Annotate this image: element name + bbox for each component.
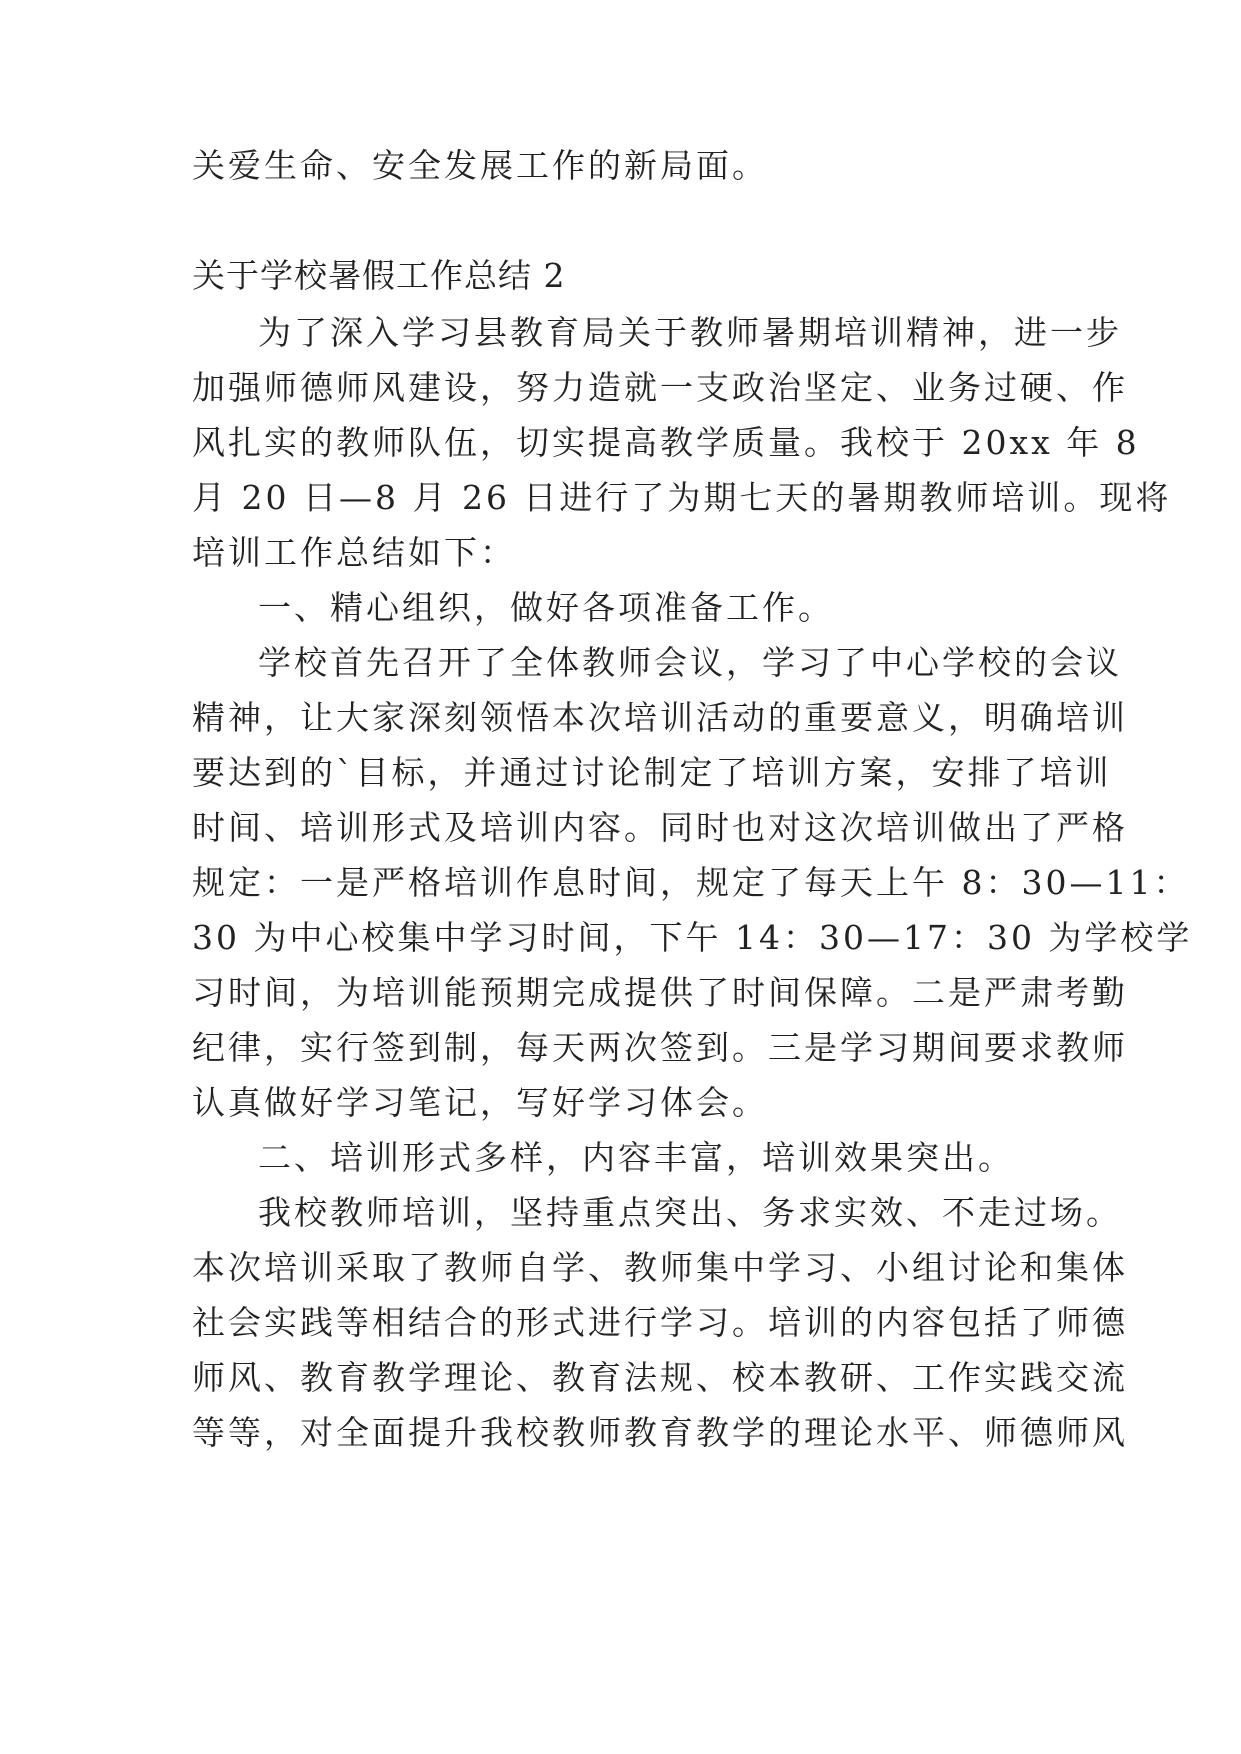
text-line: 我校教师培训，坚持重点突出、务求实效、不走过场。 (258, 1193, 1122, 1232)
text-line: 等等，对全面提升我校教师教育教学的理论水平、师德师风 (192, 1413, 1128, 1452)
text-line: 培训工作总结如下： (192, 533, 516, 572)
text-line: 风扎实的教师队伍，切实提高教学质量。我校于 20xx 年 8 (192, 423, 1140, 462)
text-line: 习时间，为培训能预期完成提供了时间保障。二是严肃考勤 (192, 973, 1128, 1012)
text-line: 加强师德师风建设，努力造就一支政治坚定、业务过硬、作 (192, 368, 1128, 407)
text-line: 要达到的`目标，并通过讨论制定了培训方案，安排了培训 (192, 753, 1112, 792)
text-line: 规定：一是严格培训作息时间，规定了每天上午 8：30—11： (192, 863, 1190, 902)
subheading-1: 一、精心组织，做好各项准备工作。 (258, 588, 834, 627)
text-line: 精神，让大家深刻领悟本次培训活动的重要意义，明确培训 (192, 698, 1128, 737)
subheading-2: 二、培训形式多样，内容丰富，培训效果突出。 (258, 1138, 1014, 1177)
text-line: 师风、教育教学理论、教育法规、校本教研、工作实践交流 (192, 1358, 1128, 1397)
text-line: 时间、培训形式及培训内容。同时也对这次培训做出了严格 (192, 808, 1128, 847)
text-line: 学校首先召开了全体教师会议，学习了中心学校的会议 (258, 643, 1122, 682)
text-line: 月 20 日—8 月 26 日进行了为期七天的暑期教师培训。现将 (192, 478, 1172, 517)
section-heading: 关于学校暑假工作总结 2 (192, 256, 566, 295)
text-line: 30 为中心校集中学习时间，下午 14：30—17：30 为学校学 (192, 918, 1193, 957)
text-line: 认真做好学习笔记，写好学习体会。 (192, 1083, 768, 1122)
text-line: 社会实践等相结合的形式进行学习。培训的内容包括了师德 (192, 1303, 1128, 1342)
text-line: 纪律，实行签到制，每天两次签到。三是学习期间要求教师 (192, 1028, 1128, 1067)
text-line: 关爱生命、安全发展工作的新局面。 (192, 146, 768, 185)
text-line: 本次培训采取了教师自学、教师集中学习、小组讨论和集体 (192, 1248, 1128, 1287)
text-line: 为了深入学习县教育局关于教师暑期培训精神，进一步 (258, 313, 1122, 352)
